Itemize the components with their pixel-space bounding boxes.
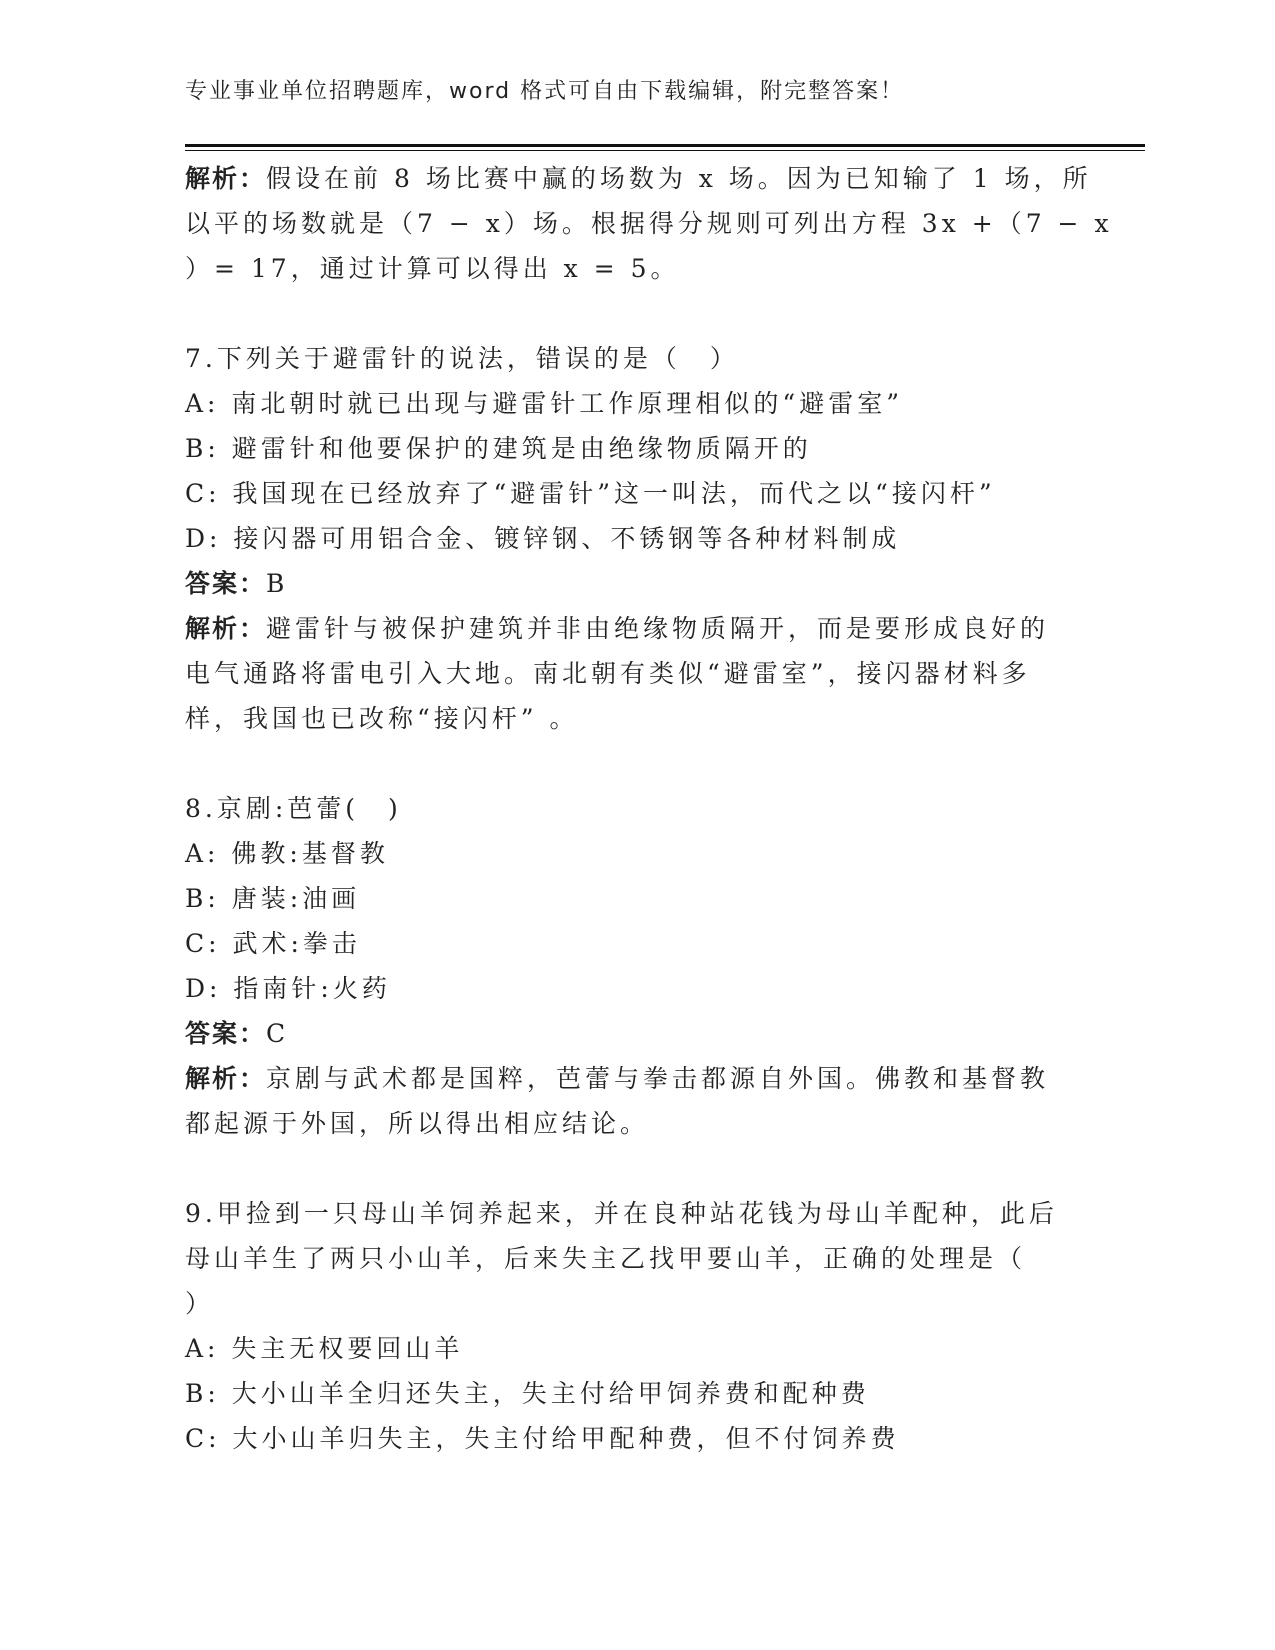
spacer [185, 291, 1055, 336]
q8-analysis-line: 解析：京剧与武术都是国粹，芭蕾与拳击都源自外国。佛教和基督教 [185, 1064, 1050, 1093]
q7-option-a: A: 南北朝时就已出现与避雷针工作原理相似的“避雷室” [185, 389, 903, 418]
q8-option-c: C: 武术:拳击 [185, 929, 361, 958]
q6-analysis-line: 以平的场数就是（7 − x）场。根据得分规则可列出方程 3x +（7 − x [185, 209, 1113, 238]
analysis-label: 解析： [185, 164, 267, 193]
q7-analysis-line: 解析：避雷针与被保护建筑并非由绝缘物质隔开，而是要形成良好的 [185, 614, 1050, 643]
q6-analysis-line: ）= 17，通过计算可以得出 x = 5。 [185, 254, 680, 283]
answer-label: 答案： [185, 1019, 267, 1048]
q7-answer [185, 561, 1055, 606]
q9-option-c: C: 大小山羊归失主，失主付给甲配种费，但不付饲养费 [185, 1424, 900, 1453]
q9-question-line: ） [185, 1289, 215, 1318]
analysis-label: 解析： [185, 614, 267, 643]
q7-option-c: C: 我国现在已经放弃了“避雷针”这一叫法，而代之以“接闪杆” [185, 479, 996, 508]
q7-analysis-line: 电气通路将雷电引入大地。南北朝有类似“避雷室”，接闪器材料多 [185, 659, 1031, 688]
q6-analysis-line: 解析：假设在前 8 场比赛中赢的场数为 x 场。因为已知输了 1 场，所 [185, 164, 1092, 193]
q8-answer [185, 1011, 1055, 1056]
q7-option-d: D: 接闪器可用铝合金、镀锌钢、不锈钢等各种材料制成 [185, 524, 901, 553]
header-rule-thin [185, 150, 1145, 151]
q9-option-b: B: 大小山羊全归还失主，失主付给甲饲养费和配种费 [185, 1379, 870, 1408]
q8-option-a: A: 佛教:基督教 [185, 839, 389, 868]
q8-analysis-line: 都起源于外国，所以得出相应结论。 [185, 1109, 650, 1138]
analysis-label: 解析： [185, 1064, 267, 1093]
q7-option-b: B: 避雷针和他要保护的建筑是由绝缘物质隔开的 [185, 434, 812, 463]
header-rule-thick [185, 144, 1145, 147]
q7-question: 7.下列关于避雷针的说法，错误的是（ ） [185, 344, 739, 373]
spacer [185, 1146, 1055, 1191]
q8-option-b: B: 唐装:油画 [185, 884, 361, 913]
q7-analysis-line: 样，我国也已改称“接闪杆” 。 [185, 704, 579, 733]
q7-answer-value: B [266, 569, 289, 598]
answer-label: 答案： [185, 569, 267, 598]
q9-option-a: A: 失主无权要回山羊 [185, 1334, 464, 1363]
q9-question-line: 母山羊生了两只小山羊，后来失主乙找甲要山羊，正确的处理是（ [185, 1244, 1027, 1273]
q8-answer-value: C [266, 1019, 290, 1048]
q9-question-line: 9.甲捡到一只母山羊饲养起来，并在良种站花钱为母山羊配种，此后 [185, 1199, 1058, 1228]
document-body [185, 156, 1113, 1461]
q8-question: 8.京剧:芭蕾( ) [185, 794, 402, 823]
q8-option-d: D: 指南针:火药 [185, 974, 391, 1003]
spacer [185, 741, 1055, 786]
page-header: 专业事业单位招聘题库，word 格式可自由下载编辑，附完整答案！ [185, 79, 905, 104]
